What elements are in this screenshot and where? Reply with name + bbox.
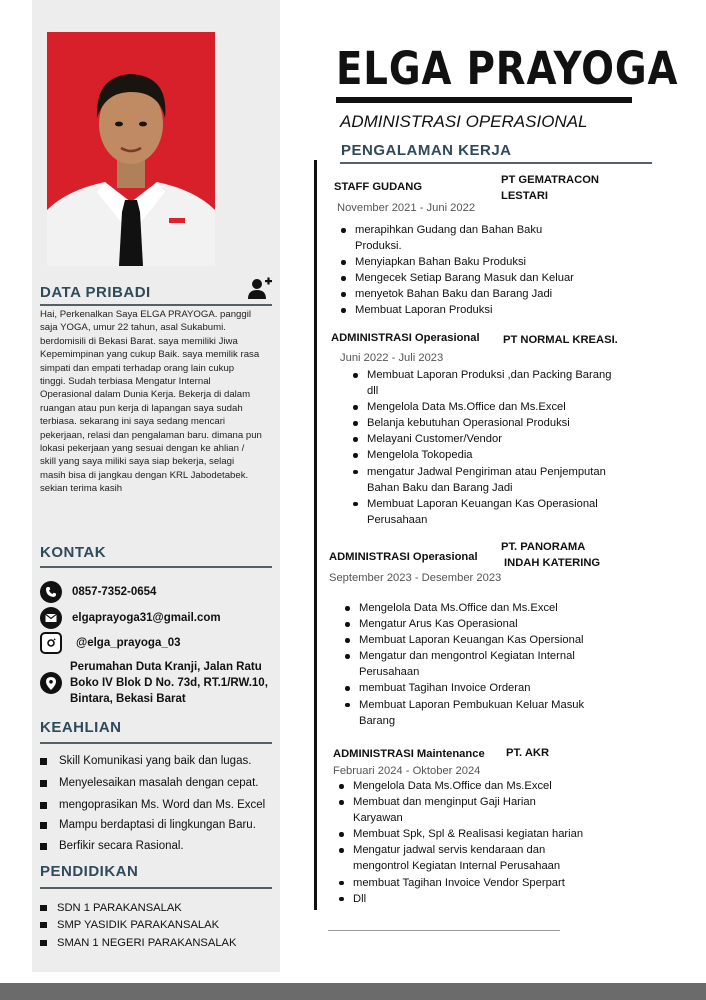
skill-item: mengoprasikan Ms. Word dan Ms. Excel: [40, 799, 265, 811]
duty-item: Mengecek Setiap Barang Masuk dan Keluar: [339, 270, 587, 286]
job-company: PT. AKR: [506, 747, 550, 759]
address-line-2: Boko IV Blok D No. 73d, RT.1/RW.10,: [70, 677, 268, 689]
location-pin-icon: [40, 672, 62, 694]
contact-phone[interactable]: [40, 581, 156, 603]
duty-item: Mengelola Data Ms.Office dan Ms.Excel: [343, 600, 611, 616]
personal-section-title: DATA PRIBADI: [40, 284, 151, 301]
job-period: Februari 2024 - Oktober 2024: [333, 765, 481, 777]
job-company: PT. PANORAMA INDAH KATERING: [501, 541, 601, 569]
job-period: September 2023 - Desember 2023: [329, 572, 502, 584]
experience-section-title: PENGALAMAN KERJA: [341, 142, 512, 159]
address-line-3: Bintara, Bekasi Barat: [70, 693, 186, 705]
job-title: STAFF GUDANG: [334, 181, 423, 193]
duty-item: merapihkan Gudang dan Bahan Baku Produksi.: [339, 222, 587, 254]
about-text: Hai, Perkenalkan Saya ELGA PRAYOGA. panggil saja YOGA, umur 22 tahun, asal Sukabumi. berdomisili di Bekasi Barat. saya memiliki Jiwa Kepemimpinan yang cukup Baik. saya memilik rasa simpati dan empati terhadap orang lain cukup tinggi. Sudah terbiasa Mengatur Internal Operasional dalam Dunia Kerja. Bekerja di dalam ruangan atau pun kerja di lapangan saya sudah terbiasa. sekarang ini saya sedang mencari pekerjaan, relasi dan pengalaman baru. dimana pun lokasi pekerjaan yang sesuai dengan ke ahlian / skill yang saya miliki saya siap bekerja, selagi masih bisa di jangkau dengan KRL Jabodetabek. sekian terima kasih: [40, 309, 262, 495]
job-company: PT NORMAL KREASI.: [503, 334, 618, 346]
name-underline: [336, 97, 632, 103]
duty-item: Melayani Customer/Vendor: [351, 431, 615, 447]
job-role: ADMINISTRASI OPERASIONAL: [340, 112, 588, 131]
full-name: ELGA PRAYOGA: [336, 42, 679, 95]
job-title: ADMINISTRASI Maintenance: [333, 748, 485, 760]
education-item: SMAN 1 NEGERI PARAKANSALAK: [40, 937, 236, 949]
add-user-icon: [248, 276, 272, 300]
job-title: ADMINISTRASI Operasional: [329, 551, 478, 563]
experience-divider: [340, 162, 652, 164]
section-end-line: [328, 930, 560, 931]
skills-divider: [40, 742, 272, 744]
contact-address: [40, 659, 268, 707]
duty-item: mengatur Jadwal Pengiriman atau Penjemputan Bahan Baku dan Barang Jadi: [351, 464, 615, 496]
duty-item: Membuat dan menginput Gaji Harian Karyawan: [337, 794, 587, 826]
education-divider: [40, 887, 272, 889]
timeline-line: [314, 160, 317, 910]
duty-item: Menyiapkan Bahan Baku Produksi: [339, 254, 587, 270]
duty-item: Mengelola Data Ms.Office dan Ms.Excel: [337, 778, 587, 794]
mail-icon: [40, 607, 62, 629]
duty-item: Membuat Laporan Keuangan Kas Opersional: [343, 632, 611, 648]
instagram-handle: @elga_prayoga_03: [76, 637, 181, 649]
job-duties: [351, 367, 615, 528]
education-section-title: PENDIDIKAN: [40, 863, 139, 880]
contact-divider: [40, 566, 272, 568]
duty-item: Membuat Laporan Produksi ,dan Packing Barang dll: [351, 367, 615, 399]
duty-item: Membuat Laporan Keuangan Kas Operasional Perusahaan: [351, 496, 615, 528]
duty-item: Membuat Spk, Spl & Realisasi kegiatan harian: [337, 826, 587, 842]
profile-photo: [47, 32, 215, 266]
duty-item: Mengelola Data Ms.Office dan Ms.Excel: [351, 399, 615, 415]
job-duties: [337, 778, 587, 907]
phone-icon: [40, 581, 62, 603]
skill-item: Menyelesaikan masalah dengan cepat.: [40, 777, 258, 789]
contact-email[interactable]: [40, 607, 221, 629]
contact-instagram[interactable]: [40, 632, 181, 654]
education-item: SDN 1 PARAKANSALAK: [40, 902, 182, 914]
duty-item: menyetok Bahan Baku dan Barang Jadi: [339, 286, 587, 302]
job-duties: [343, 600, 611, 729]
job-company: PT GEMATRACON LESTARI: [501, 174, 599, 202]
duty-item: Mengatur Arus Kas Operasional: [343, 616, 611, 632]
duty-item: Mengatur dan mengontrol Kegiatan Internal Perusahaan: [343, 648, 611, 680]
job-duties: [339, 222, 587, 319]
email-address: elgaprayoga31@gmail.com: [72, 612, 221, 624]
address-line-1: Perumahan Duta Kranji, Jalan Ratu: [70, 661, 262, 673]
education-item: SMP YASIDIK PARAKANSALAK: [40, 919, 219, 931]
skills-section-title: KEAHLIAN: [40, 719, 122, 736]
duty-item: Mengatur jadwal servis kendaraan dan mengontrol Kegiatan Internal Perusahaan: [337, 842, 587, 874]
skill-item: Skill Komunikasi yang baik dan lugas.: [40, 755, 251, 767]
duty-item: Belanja kebutuhan Operasional Produksi: [351, 415, 615, 431]
duty-item: Mengelola Tokopedia: [351, 447, 615, 463]
duty-item: membuat Tagihan Invoice Vendor Sperpart: [337, 875, 587, 891]
phone-number: 0857-7352-0654: [72, 586, 157, 598]
skill-item: Berfikir secara Rasional.: [40, 840, 184, 852]
instagram-icon: [40, 632, 62, 654]
job-title: ADMINISTRASI Operasional: [331, 332, 480, 344]
contact-section-title: KONTAK: [40, 544, 107, 561]
skill-item: Mampu berdaptasi di lingkungan Baru.: [40, 819, 256, 831]
duty-item: membuat Tagihan Invoice Orderan: [343, 680, 611, 696]
personal-divider: [40, 304, 272, 306]
duty-item: Dll: [337, 891, 587, 907]
duty-item: Membuat Laporan Produksi: [339, 302, 587, 318]
duty-item: Membuat Laporan Pembukuan Keluar Masuk Barang: [343, 697, 611, 729]
job-period: November 2021 - Juni 2022: [337, 202, 476, 214]
footer-bar: [0, 983, 706, 1000]
job-period: Juni 2022 - Juli 2023: [340, 352, 444, 364]
